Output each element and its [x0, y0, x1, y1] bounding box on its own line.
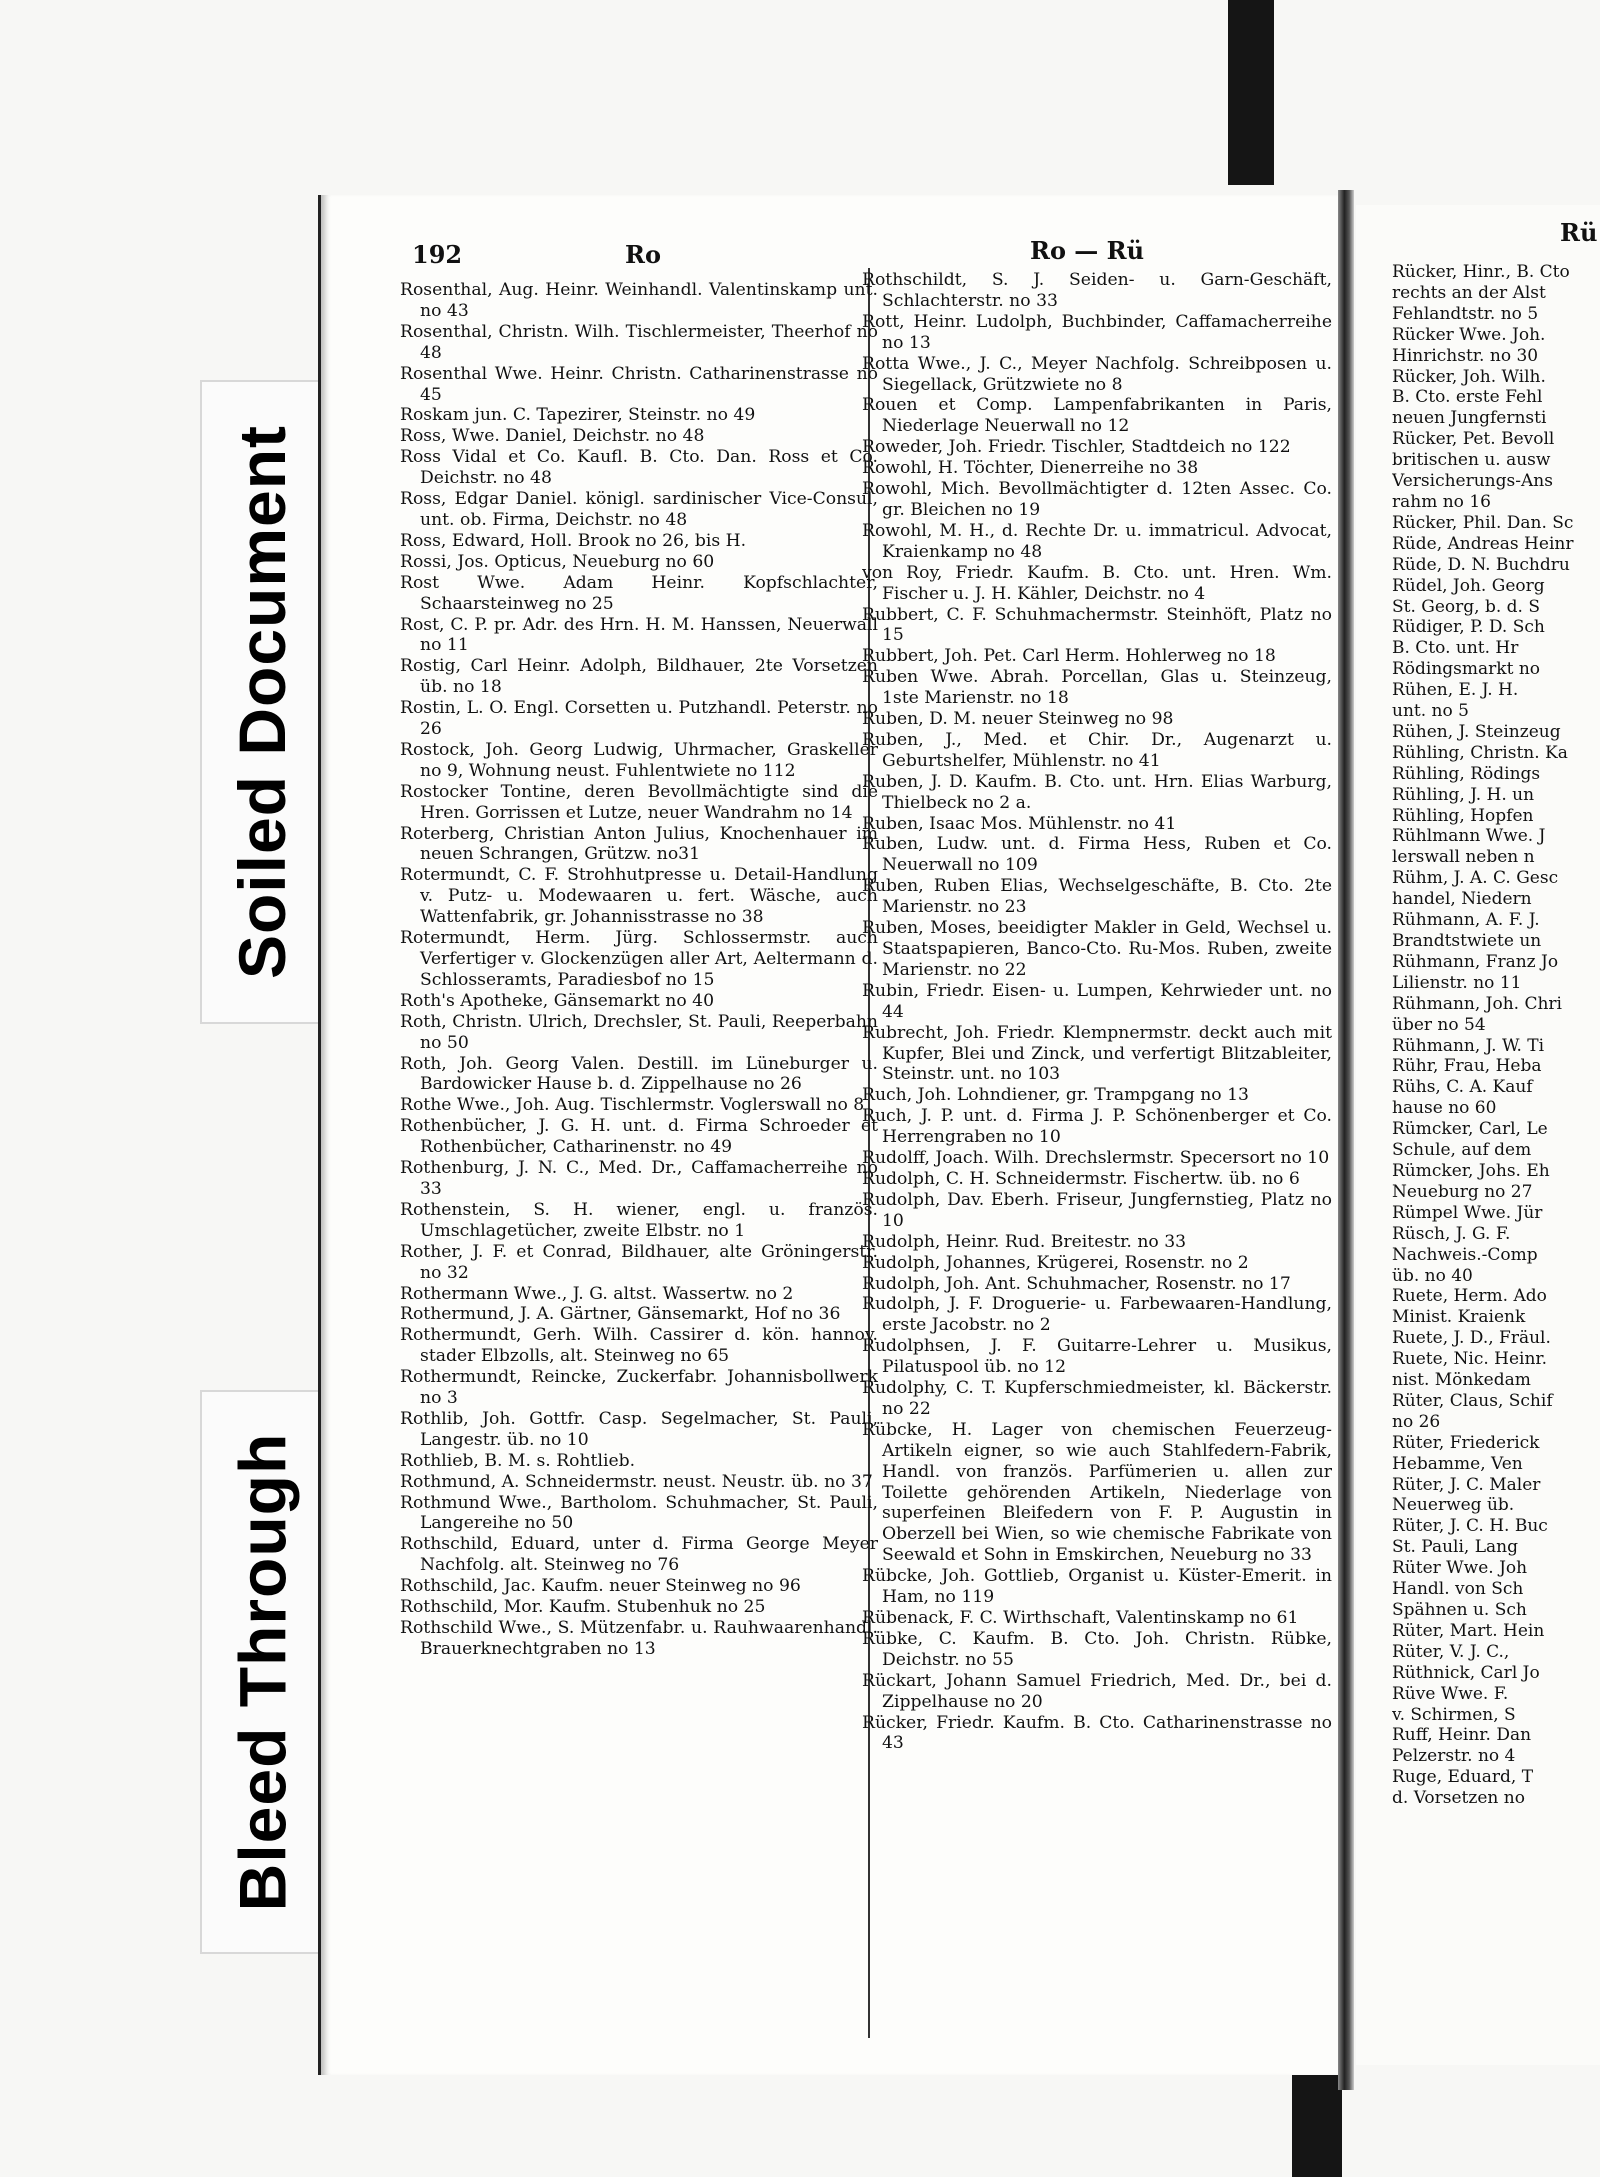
- directory-entry: Rüdiger, P. D. Sch: [1392, 617, 1545, 638]
- directory-entry: Rühm, J. A. C. Gesc: [1392, 868, 1559, 889]
- directory-entry: B. Cto. erste Fehl: [1392, 387, 1543, 408]
- left-column-head: Ro: [625, 240, 661, 269]
- directory-entry: neuen Jungfernsti: [1392, 408, 1547, 429]
- directory-entry: Rudolphsen, J. F. Guitarre-Lehrer u. Musikus, Pilatuspool üb. no 12: [862, 1336, 1332, 1378]
- directory-entry: Ruge, Eduard, T: [1392, 1767, 1534, 1788]
- directory-entry: Rothermundt, Gerh. Wilh. Cassirer d. kön. hannov. stader Elbzolls, alt. Steinweg no 65: [400, 1325, 878, 1367]
- directory-entry: Rudolphy, C. T. Kupferschmiedmeister, kl. Bäckerstr. no 22: [862, 1378, 1332, 1419]
- directory-entry: Ross, Edward, Holl. Brook no 26, bis H.: [400, 530, 747, 551]
- directory-entry: Ruben, J. D. Kaufm. B. Cto. unt. Hrn. Elias Warburg, Thielbeck no 2 a.: [862, 771, 1332, 813]
- directory-entry: üb. no 40: [1392, 1265, 1473, 1286]
- directory-entry: Rühen, E. J. H.: [1392, 680, 1519, 701]
- directory-entry: Rubbert, C. F. Schuhmachermstr. Steinhöft, Platz no 15: [862, 604, 1332, 646]
- directory-entry: Roskam jun. C. Tapezirer, Steinstr. no 49: [400, 405, 756, 426]
- directory-entry: Rüter, J. C. H. Buc: [1392, 1516, 1548, 1537]
- directory-entry: Hebamme, Ven: [1392, 1453, 1523, 1474]
- directory-entry: Rothlieb, B. M. s. Rohtlieb.: [400, 1450, 636, 1471]
- directory-entry: Rotta Wwe., J. C., Meyer Nachfolg. Schreibposen u. Siegellack, Grützwiete no 8: [862, 353, 1332, 395]
- directory-entry: Rostock, Joh. Georg Ludwig, Uhrmacher, Graskeller no 9, Wohnung neust. Fuhlentwiete no 112: [400, 739, 878, 781]
- directory-entry: Rowohl, H. Töchter, Dienerreihe no 38: [862, 458, 1199, 479]
- directory-entry: Rüve Wwe. F.: [1392, 1683, 1509, 1704]
- directory-entry: Rücker, Phil. Dan. Sc: [1392, 512, 1574, 533]
- directory-entry: Versicherungs-Ans: [1392, 471, 1553, 492]
- directory-entry: Rotermundt, Herm. Jürg. Schlossermstr. auch Verfertiger v. Glockenzügen aller Art, Aeltermann d. Schlosseramts, Paradiesbof no 15: [400, 928, 878, 990]
- directory-entry: Fehlandtstr. no 5: [1392, 303, 1539, 324]
- book-gutter: [1338, 190, 1354, 2090]
- directory-entry: Rühlmann Wwe. J: [1392, 826, 1546, 847]
- directory-entry: Rüter, J. C. Maler: [1392, 1474, 1541, 1495]
- scanner-edge-band-top: [1228, 0, 1274, 185]
- directory-entry: B. Cto. unt. Hr: [1392, 638, 1519, 659]
- directory-entry: Rost Wwe. Adam Heinr. Kopfschlachter, Schaarsteinweg no 25: [400, 572, 878, 614]
- directory-entry: Rothermann Wwe., J. G. altst. Wassertw. no 2: [400, 1283, 794, 1304]
- directory-entry: britischen u. ausw: [1392, 450, 1551, 471]
- directory-entry: Roweder, Joh. Friedr. Tischler, Stadtdeich no 122: [862, 437, 1291, 458]
- directory-entry: Neueburg no 27: [1392, 1181, 1533, 1202]
- directory-entry: Rühmann, Franz Jo: [1392, 951, 1559, 972]
- directory-entry: rechts an der Alst: [1392, 282, 1546, 303]
- directory-entry: Rostig, Carl Heinr. Adolph, Bildhauer, 2te Vorsetzen üb. no 18: [400, 656, 878, 698]
- directory-entry: Rüde, D. N. Buchdru: [1392, 554, 1570, 575]
- directory-entry: Ruben Wwe. Abrah. Porcellan, Glas u. Steinzeug, 1ste Marienstr. no 18: [862, 667, 1332, 709]
- directory-entry: Rüter, Friederick: [1392, 1432, 1540, 1453]
- directory-entry: Rühr, Frau, Heba: [1392, 1056, 1542, 1077]
- directory-entry: Ruete, Nic. Heinr.: [1392, 1349, 1548, 1370]
- directory-entry: Rowohl, M. H., d. Rechte Dr. u. immatricul. Advocat, Kraienkamp no 48: [862, 520, 1332, 562]
- directory-entry: Rüter, V. J. C.,: [1392, 1641, 1510, 1662]
- directory-entry: Ruch, J. P. unt. d. Firma J. P. Schönenberger et Co. Herrengraben no 10: [862, 1106, 1332, 1148]
- directory-entry: Rott, Heinr. Ludolph, Buchbinder, Caffamacherreihe no 13: [862, 311, 1332, 353]
- directory-entry: über no 54: [1392, 1014, 1486, 1035]
- directory-entry: Rühen, J. Steinzeug: [1392, 721, 1561, 742]
- directory-entry: Rücker, Friedr. Kaufm. B. Cto. Catharinenstrasse no 43: [862, 1712, 1332, 1754]
- directory-entry: Rothe Wwe., Joh. Aug. Tischlermstr. Voglerswall no 8: [400, 1095, 865, 1116]
- directory-entry: Ruben, Isaac Mos. Mühlenstr. no 41: [862, 813, 1177, 834]
- directory-entry: Roterberg, Christian Anton Julius, Knochenhauer im neuen Schrangen, Grützw. no31: [400, 823, 878, 865]
- directory-entry: Roth's Apotheke, Gänsemarkt no 40: [400, 990, 715, 1011]
- directory-entry: Rückart, Johann Samuel Friedrich, Med. Dr., bei d. Zippelhause no 20: [862, 1670, 1332, 1712]
- directory-entry: Ruete, Herm. Ado: [1392, 1286, 1547, 1307]
- directory-entry: Ruben, Ludw. unt. d. Firma Hess, Ruben et Co. Neuerwall no 109: [862, 834, 1332, 876]
- directory-entry: Rudolff, Joach. Wilh. Drechslermstr. Specersort no 10: [862, 1148, 1330, 1169]
- directory-entry: Rostin, L. O. Engl. Corsetten u. Putzhandl. Peterstr. no 26: [400, 698, 878, 740]
- directory-entry: St. Georg, b. d. S: [1392, 596, 1541, 617]
- directory-entry: Rost, C. P. pr. Adr. des Hrn. H. M. Hanssen, Neuerwall no 11: [400, 614, 878, 656]
- directory-entry: Ruben, J., Med. et Chir. Dr., Augenarzt u. Geburtshelfer, Mühlenstr. no 41: [862, 729, 1332, 771]
- directory-entry: Rüter, Claus, Schif: [1392, 1390, 1553, 1411]
- directory-entry: Rosenthal Wwe. Heinr. Christn. Catharinenstrasse no 45: [400, 363, 878, 405]
- directory-entry: Rudolph, Johannes, Krügerei, Rosenstr. no 2: [862, 1252, 1249, 1273]
- directory-entry: lerswall neben n: [1392, 847, 1535, 868]
- directory-entry: unt. no 5: [1392, 701, 1469, 722]
- soiled-document-stamp: [200, 380, 324, 1024]
- directory-entry: Rubbert, Joh. Pet. Carl Herm. Hohlerweg no 18: [862, 646, 1276, 667]
- directory-entry: Rüter Wwe. Joh: [1392, 1558, 1528, 1579]
- directory-entry: Rühling, Rödings: [1392, 763, 1541, 784]
- directory-entry: Rouen et Comp. Lampenfabrikanten in Paris, Niederlage Neuerwall no 12: [862, 395, 1332, 437]
- directory-entry: Rüsch, J. G. F.: [1392, 1223, 1511, 1244]
- directory-entry: Rudolph, Joh. Ant. Schuhmacher, Rosenstr. no 17: [862, 1273, 1291, 1294]
- directory-entry: Rücker, Pet. Bevoll: [1392, 429, 1555, 450]
- directory-entry: Ruben, Ruben Elias, Wechselgeschäfte, B. Cto. 2te Marienstr. no 23: [862, 876, 1332, 918]
- directory-entry: Rudolph, Dav. Eberh. Friseur, Jungfernstieg, Platz no 10: [862, 1189, 1332, 1231]
- directory-entry: Rühling, J. H. un: [1392, 784, 1535, 805]
- directory-entry: Rothmund Wwe., Bartholom. Schuhmacher, St. Pauli, Langereihe no 50: [400, 1492, 878, 1534]
- directory-entry: Roth, Christn. Ulrich, Drechsler, St. Pauli, Reeperbahn no 50: [400, 1011, 878, 1053]
- directory-entry: Schule, auf dem: [1392, 1140, 1532, 1161]
- directory-entry: Rüter, Mart. Hein: [1392, 1620, 1545, 1641]
- directory-entry: Rosenthal, Aug. Heinr. Weinhandl. Valentinskamp unt. no 43: [400, 280, 878, 321]
- directory-entry: Rudolph, C. H. Schneidermstr. Fischertw. üb. no 6: [862, 1168, 1300, 1189]
- directory-entry: Rümcker, Carl, Le: [1392, 1119, 1548, 1140]
- directory-entry: Rothschild Wwe., S. Mützenfabr. u. Rauhwaarenhandl. Brauerknechtgraben no 13: [400, 1618, 878, 1659]
- bleed-through-stamp: [200, 1390, 324, 1954]
- directory-entry: Hinrichstr. no 30: [1392, 345, 1539, 366]
- directory-column-right-page: [1392, 262, 1600, 1809]
- directory-entry: Ruben, Moses, beeidigter Makler in Geld, Wechsel u. Staatspapieren, Banco-Cto. Ru-Mos. Ruben, zweite Marienstr. no 22: [862, 918, 1332, 980]
- directory-entry: Rübenack, F. C. Wirthschaft, Valentinskamp no 61: [862, 1608, 1299, 1628]
- directory-entry: Rotermundt, C. F. Strohhutpresse u. Detail-Handlung v. Putz- u. Modewaaren u. fert. Wäsche, auch Wattenfabrik, gr. Johannisstrasse no 38: [400, 865, 878, 928]
- directory-entry: Rübcke, Joh. Gottlieb, Organist u. Küster-Emerit. in Ham, no 119: [862, 1566, 1332, 1608]
- directory-entry: Ruben, D. M. neuer Steinweg no 98: [862, 709, 1174, 730]
- directory-entry: Rothenbücher, J. G. H. unt. d. Firma Schroeder et Rothenbücher, Catharinenstr. no 49: [400, 1116, 878, 1158]
- directory-entry: Rühling, Hopfen: [1392, 805, 1534, 826]
- directory-entry: Rostocker Tontine, deren Bevollmächtigte sind die Hren. Gorrissen et Lutze, neuer Wandrahm no 14: [400, 781, 878, 823]
- directory-entry: Neuerweg üb.: [1392, 1495, 1515, 1516]
- directory-entry: Rübke, C. Kaufm. B. Cto. Joh. Christn. Rübke, Deichstr. no 55: [862, 1628, 1332, 1670]
- directory-entry: no 26: [1392, 1411, 1441, 1432]
- directory-entry: Rothenstein, S. H. wiener, engl. u. französ. Umschlagetücher, zweite Elbstr. no 1: [400, 1199, 878, 1241]
- directory-entry: Spähnen u. Sch: [1392, 1600, 1527, 1620]
- center-column-head: Ro — Rü: [1030, 236, 1145, 265]
- directory-entry: Rümcker, Johs. Eh: [1392, 1160, 1550, 1181]
- directory-entry: Ross Vidal et Co. Kaufl. B. Cto. Dan. Ross et Co. Deichstr. no 48: [400, 447, 878, 489]
- directory-entry: Nachweis.-Comp: [1392, 1244, 1538, 1265]
- directory-entry: Rothenburg, J. N. C., Med. Dr., Caffamacherreihe no 33: [400, 1158, 878, 1199]
- directory-entry: Roth, Joh. Georg Valen. Destill. im Lüneburger u. Bardowicker Hause b. d. Zippelhause no 26: [400, 1053, 878, 1095]
- directory-entry: Rothmund, A. Schneidermstr. neust. Neustr. üb. no 37: [400, 1471, 873, 1492]
- directory-entry: Rüde, Andreas Heinr: [1392, 533, 1574, 554]
- directory-entry: Brandtstwiete un: [1392, 931, 1542, 951]
- directory-entry: Rüthnick, Carl Jo: [1392, 1662, 1540, 1683]
- directory-entry: St. Pauli, Lang: [1392, 1537, 1518, 1558]
- directory-entry: Handl. von Sch: [1392, 1579, 1524, 1600]
- directory-entry: Rothschild, Mor. Kaufm. Stubenhuk no 25: [400, 1597, 766, 1618]
- directory-entry: Rossi, Jos. Opticus, Neueburg no 60: [400, 551, 715, 572]
- directory-entry: Rowohl, Mich. Bevollmächtigter d. 12ten Assec. Co. gr. Bleichen no 19: [862, 479, 1332, 520]
- bleed-through-label: Bleed Through: [225, 1432, 299, 1912]
- directory-entry: hause no 60: [1392, 1098, 1497, 1119]
- soiled-document-label: Soiled Document: [225, 424, 299, 980]
- directory-entry: Pelzerstr. no 4: [1392, 1746, 1516, 1767]
- page-number: 192: [412, 240, 463, 269]
- directory-entry: v. Schirmen, S: [1392, 1704, 1516, 1725]
- directory-entry: Minist. Kraienk: [1392, 1307, 1526, 1328]
- directory-entry: Rühmann, Joh. Chri: [1392, 993, 1562, 1014]
- directory-entry: Ross, Wwe. Daniel, Deichstr. no 48: [400, 426, 705, 447]
- directory-entry: Rübcke, H. Lager von chemischen Feuerzeug-Artikeln eigner, so wie auch Stahlfedern-Fabrik, Handl. von französ. Parfümerien u. allen zur Toilette gehörenden Artikeln, Niederlage von superfeinen Bleifedern von F. P. Augustin in Oberzell bei Wien, so wie chemische Fabrikate von Seewald et Sohn in Emskirchen, Neueburg no 33: [862, 1419, 1332, 1566]
- directory-entry: Ruete, J. D., Fräul.: [1392, 1328, 1551, 1349]
- directory-entry: Rubrecht, Joh. Friedr. Klempnermstr. deckt auch mit Kupfer, Blei und Zinck, und verfertigt Blitzableiter, Steinstr. unt. no 103: [862, 1022, 1332, 1085]
- directory-entry: Rühmann, A. F. J.: [1392, 910, 1540, 931]
- directory-entry: handel, Niedern: [1392, 889, 1532, 910]
- directory-entry: Rothermund, J. A. Gärtner, Gänsemarkt, Hof no 36: [400, 1304, 841, 1325]
- directory-column-left: [400, 280, 878, 1660]
- directory-entry: Rühs, C. A. Kauf: [1392, 1077, 1533, 1098]
- directory-entry: Rudolph, Heinr. Rud. Breitestr. no 33: [862, 1231, 1187, 1252]
- directory-entry: Rühling, Christn. Ka: [1392, 742, 1568, 763]
- directory-entry: Rüdel, Joh. Georg: [1392, 575, 1545, 596]
- directory-entry: Rothschildt, S. J. Seiden- u. Garn-Geschäft, Schlachterstr. no 33: [862, 270, 1332, 311]
- directory-entry: Rücker, Hinr., B. Cto: [1392, 262, 1570, 282]
- directory-entry: nist. Mönkedam: [1392, 1370, 1531, 1391]
- directory-entry: rahm no 16: [1392, 491, 1491, 512]
- directory-entry: Rümpel Wwe. Jür: [1392, 1202, 1543, 1223]
- directory-entry: Rücker Wwe. Joh.: [1392, 324, 1546, 345]
- directory-column-middle: [862, 270, 1332, 1754]
- directory-entry: Rubin, Friedr. Eisen- u. Lumpen, Kehrwieder unt. no 44: [862, 980, 1332, 1022]
- directory-entry: Lilienstr. no 11: [1392, 972, 1522, 993]
- directory-entry: Rosenthal, Christn. Wilh. Tischlermeister, Theerhof no 48: [400, 321, 878, 363]
- directory-entry: von Roy, Friedr. Kaufm. B. Cto. unt. Hren. Wm. Fischer u. J. H. Kähler, Deichstr. no 4: [862, 562, 1332, 604]
- right-page-head: Rü: [1560, 218, 1598, 247]
- directory-entry: Ruch, Joh. Lohndiener, gr. Trampgang no 13: [862, 1085, 1249, 1106]
- directory-entry: d. Vorsetzen no: [1392, 1788, 1525, 1809]
- directory-entry: Rudolph, J. F. Droguerie- u. Farbewaaren-Handlung, erste Jacobstr. no 2: [862, 1294, 1332, 1336]
- directory-entry: Rühmann, J. W. Ti: [1392, 1035, 1545, 1056]
- directory-entry: Rother, J. F. et Conrad, Bildhauer, alte Gröningerstr. no 32: [400, 1241, 878, 1283]
- directory-entry: Rödingsmarkt no: [1392, 659, 1541, 680]
- directory-entry: Rothschild, Eduard, unter d. Firma George Meyer Nachfolg. alt. Steinweg no 76: [400, 1534, 878, 1576]
- directory-entry: Rücker, Joh. Wilh.: [1392, 366, 1546, 387]
- directory-entry: Ross, Edgar Daniel. königl. sardinischer Vice-Consul, unt. ob. Firma, Deichstr. no 48: [400, 489, 878, 530]
- directory-entry: Ruff, Heinr. Dan: [1392, 1725, 1532, 1746]
- directory-entry: Rothschild, Jac. Kaufm. neuer Steinweg no 96: [400, 1576, 801, 1597]
- directory-entry: Rothlib, Joh. Gottfr. Casp. Segelmacher, St. Pauli, Langestr. üb. no 10: [400, 1408, 878, 1450]
- directory-entry: Rothermundt, Reincke, Zuckerfabr. Johannisbollwerk no 3: [400, 1367, 878, 1409]
